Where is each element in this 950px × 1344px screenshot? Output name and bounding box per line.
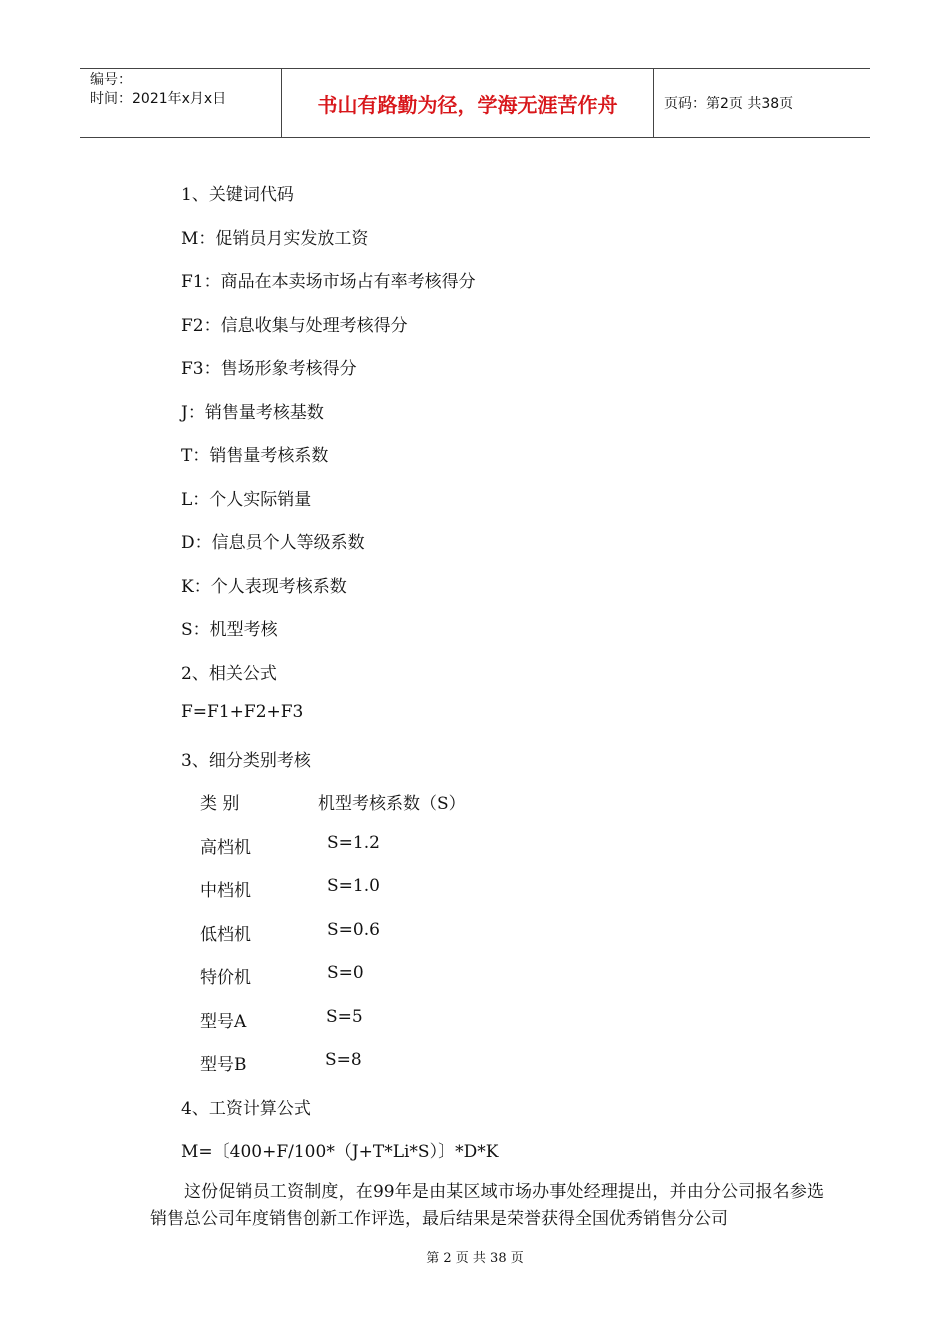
page-header: [80, 68, 870, 138]
keyword-m: M：促销员月实发放工资: [181, 229, 369, 249]
category-name: 特价机: [200, 968, 251, 988]
body-paragraph: 这份促销员工资制度，在99年是由某区域市场办事处经理提出，并由分公司报名参选销售总公司年度销售创新工作评选，最后结果是荣誉获得全国优秀销售分公司: [150, 1182, 824, 1229]
coefficient-header-label: 机型考核系数（S）: [318, 794, 466, 814]
table-row: [200, 963, 364, 988]
header-meta: [80, 69, 281, 137]
category-name: 高档机: [200, 838, 251, 858]
table-row: [200, 1050, 362, 1075]
table-row: [200, 1007, 363, 1032]
table-row: [200, 920, 380, 945]
category-coefficient: S=0.6: [327, 920, 380, 940]
keyword-l: L：个人实际销量: [181, 490, 312, 510]
keyword-k: K：个人表现考核系数: [181, 577, 347, 597]
category-coefficient: S=1.0: [327, 876, 380, 896]
category-table-header: [200, 789, 466, 814]
doc-time-label: 时间：2021年x月x日: [90, 91, 227, 107]
category-name: 低档机: [200, 925, 251, 945]
page-footer: 第 2 页 共 38 页: [426, 1251, 524, 1266]
doc-number-label: 编号：: [90, 72, 132, 88]
section-4-title: 4、工资计算公式: [181, 1099, 311, 1119]
section-1-title: 1、关键词代码: [181, 185, 294, 205]
keyword-j: J：销售量考核基数: [181, 403, 324, 423]
category-coefficient: S=1.2: [327, 833, 380, 853]
header-motto: 书山有路勤为径，学海无涯苦作舟: [281, 69, 654, 137]
keyword-s: S：机型考核: [181, 620, 278, 640]
section-2-title: 2、相关公式: [181, 664, 277, 684]
keyword-d: D：信息员个人等级系数: [181, 533, 365, 553]
category-coefficient: S=5: [326, 1007, 363, 1027]
section-3-title: 3、细分类别考核: [181, 751, 311, 771]
header-page-info: 页码：第2页 共38页: [664, 96, 794, 112]
keyword-t: T：销售量考核系数: [181, 446, 329, 466]
salary-formula: M=〔400+F/100*（J+T*Li*S）〕*D*K: [181, 1142, 499, 1162]
keyword-f3: F3：售场形象考核得分: [181, 359, 357, 379]
category-name: 型号A: [200, 1012, 247, 1032]
category-coefficient: S=0: [327, 963, 364, 983]
table-row: [200, 876, 380, 901]
category-name: 中档机: [200, 881, 251, 901]
formula-f: F=F1+F2+F3: [181, 702, 304, 722]
category-coefficient: S=8: [325, 1050, 362, 1070]
category-header-label: 类 别: [200, 794, 240, 814]
keyword-f1: F1：商品在本卖场市场占有率考核得分: [181, 272, 476, 292]
keyword-f2: F2：信息收集与处理考核得分: [181, 316, 408, 336]
category-name: 型号B: [200, 1055, 247, 1075]
table-row: [200, 833, 380, 858]
